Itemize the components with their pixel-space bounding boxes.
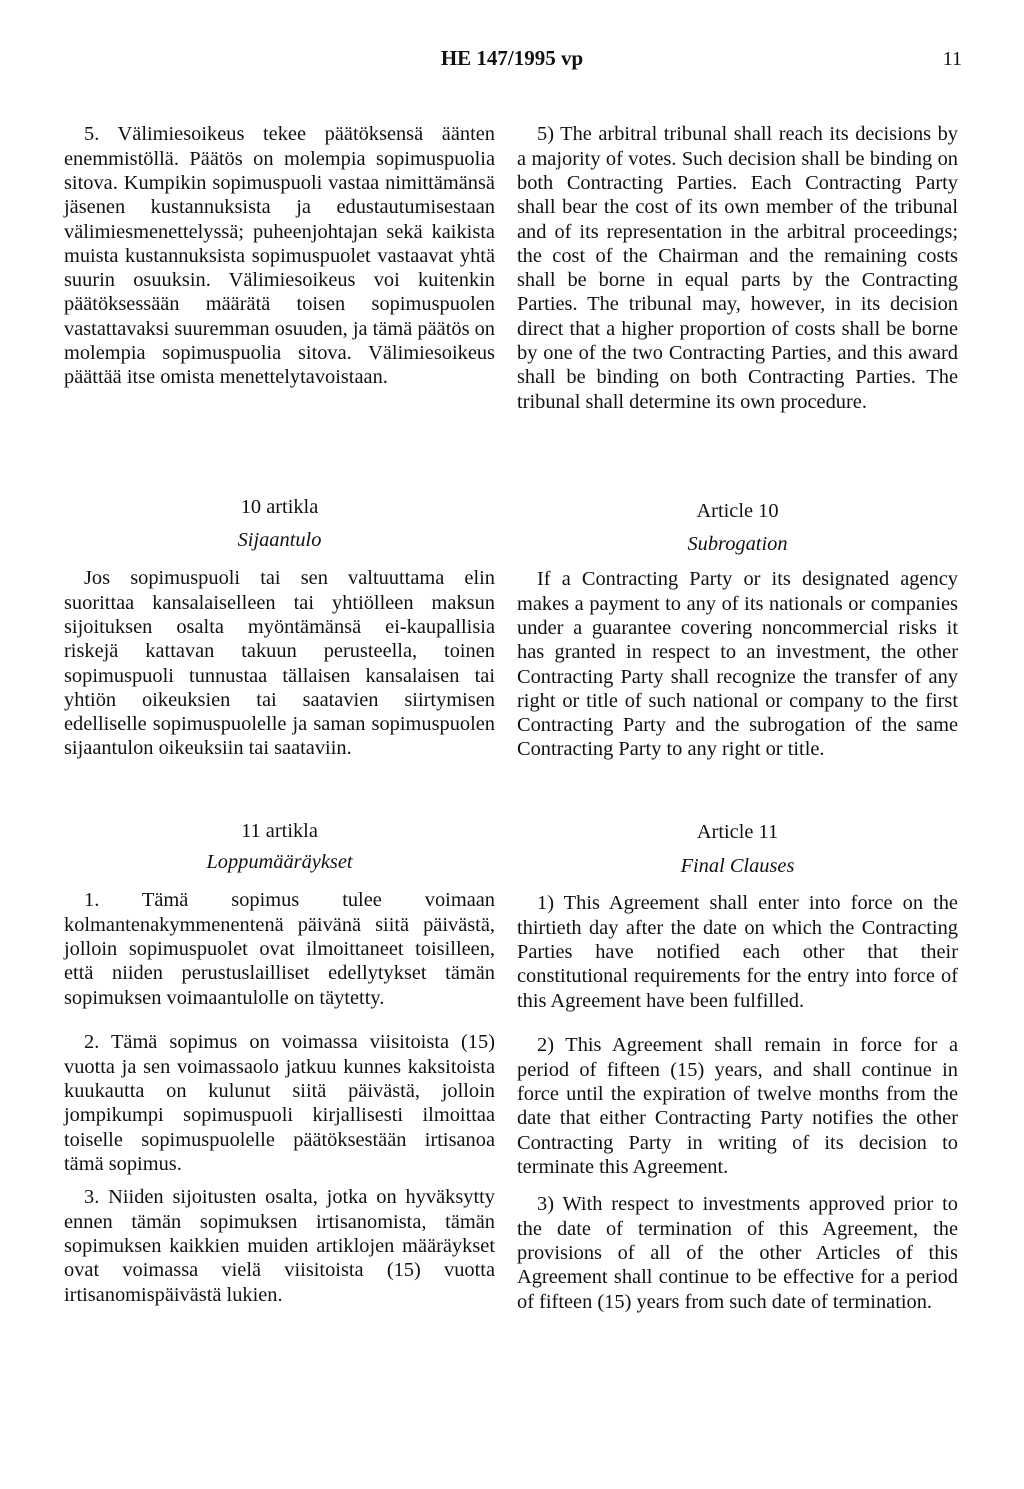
english-article-11-subheading: Final Clauses <box>680 855 795 878</box>
english-paragraph-5: 5) The arbitral tribunal shall reach its decisions by a majority of votes. Such decision shall be binding on both Contracting Parties. Each Contracting Party shall bear the cost of its own member of the tribunal and of its representation in the arbitral proceedings; the cost of the Chairman and the remaining costs shall be borne in equal parts by the Contracting Parties. The tribunal may, however, in its decision direct that a higher proportion of costs shall be borne by one of the two Contracting Parties, and this award shall be binding on both Contracting Parties. The tribunal shall determine its own procedure. <box>517 123 958 413</box>
english-article-11-paragraph-1: 1) This Agreement shall enter into force on the thirtieth day after the date on which the Contracting Parties have notified each other that their constitutional requirements for the entry into force of this Agreement have been fulfilled. <box>517 892 958 1012</box>
english-article-10-text: If a Contracting Party or its designated agency makes a payment to any of its nationals or companies under a guarantee covering noncommercial risks it has granted in respect to an investment, the other Contracting Party shall recognize the transfer of any right or title of such national or company to the first Contracting Party and the subrogation of the same Contracting Party to any right or title. <box>517 568 958 761</box>
finnish-article-11-paragraph-3: 3. Niiden sijoitusten osalta, jotka on hyväksytty ennen tämän sopimuksen irtisanomista, tämän sopimuksen kaikkien muiden artiklojen määräykset ovat voimassa vielä viisitoista (15) vuotta irtisanomispäivästä lukien. <box>64 1186 495 1306</box>
finnish-article-10-subheading: Sijaantulo <box>237 529 322 552</box>
page-number: 11 <box>942 48 962 70</box>
finnish-article-10-heading: 10 artikla <box>240 496 319 519</box>
finnish-article-11-heading: 11 artikla <box>241 820 318 843</box>
finnish-article-10-text: Jos sopimuspuoli tai sen valtuuttama elin suorittaa kansalaiselleen tai yhtiölleen maksun sijoituksen osalta myöntämänsä ei-kaupallisia riskejä kattavan takuun perusteella, toinen sopimuspuoli tunnustaa tällaisen kansalaisen tai yhtiön oikeuksien tai saatavien siirtymisen edelliselle sopimuspuolelle ja saman sopimuspuolen sijaantulon oikeuksiin tai saataviin. <box>64 567 495 760</box>
english-article-10-subheading: Subrogation <box>687 533 788 556</box>
english-article-11-heading: Article 11 <box>696 821 779 844</box>
finnish-article-11-paragraph-2: 2. Tämä sopimus on voimassa viisitoista (15) vuotta ja sen voimassaolo jatkuu kunnes kaksitoista kuukautta on kulunut siitä päivästä, jolloin jompikumpi sopimuspuoli kirjallisesti ilmoittaa toiselle sopimuspuolelle päätöksestään irtisanoa tämä sopimus. <box>64 1031 495 1175</box>
finnish-paragraph-5: 5. Välimiesoikeus tekee päätöksensä äänten enemmistöllä. Päätös on molempia sopimuspuolia sitova. Kumpikin sopimuspuoli vastaa nimittämänsä jäsenen kustannuksista ja edustautumisestaan välimiesmenettelyssä; puheenjohtajan sekä kaikista muista kustannuksista sopimuspuolet vastaavat yhtä suurin osuuksin. Välimiesoikeus voi kuitenkin päätöksessään määrätä toisen sopimuspuolen vastattavaksi suuremman osuuden, ja tämä päätös on molempia sopimuspuolia sitova. Välimiesoikeus päättää itse omista menettelytavoistaan. <box>64 123 495 389</box>
english-article-10-heading: Article 10 <box>696 500 779 523</box>
finnish-article-11-paragraph-1: 1. Tämä sopimus tulee voimaan kolmantenakymmenentenä päivänä siitä päivästä, jolloin sopimuspuolet ovat ilmoittaneet toisilleen, että niiden perustuslailliset edellytykset tämän sopimuksen voimaantulolle on täytetty. <box>64 889 495 1009</box>
english-article-11-paragraph-3: 3) With respect to investments approved prior to the date of termination of this Agreement, the provisions of all of the other Articles of this Agreement shall continue to be effective for a period of fifteen (15) years from such date of termination. <box>517 1193 958 1313</box>
finnish-article-11-subheading: Loppumääräykset <box>206 851 353 874</box>
document-header-title: HE 147/1995 vp <box>440 46 584 70</box>
english-article-11-paragraph-2: 2) This Agreement shall remain in force for a period of fifteen (15) years, and shall continue in force until the expiration of twelve months from the date that either Contracting Party notifies the other Contracting Party in writing of its decision to terminate this Agreement. <box>517 1034 958 1178</box>
